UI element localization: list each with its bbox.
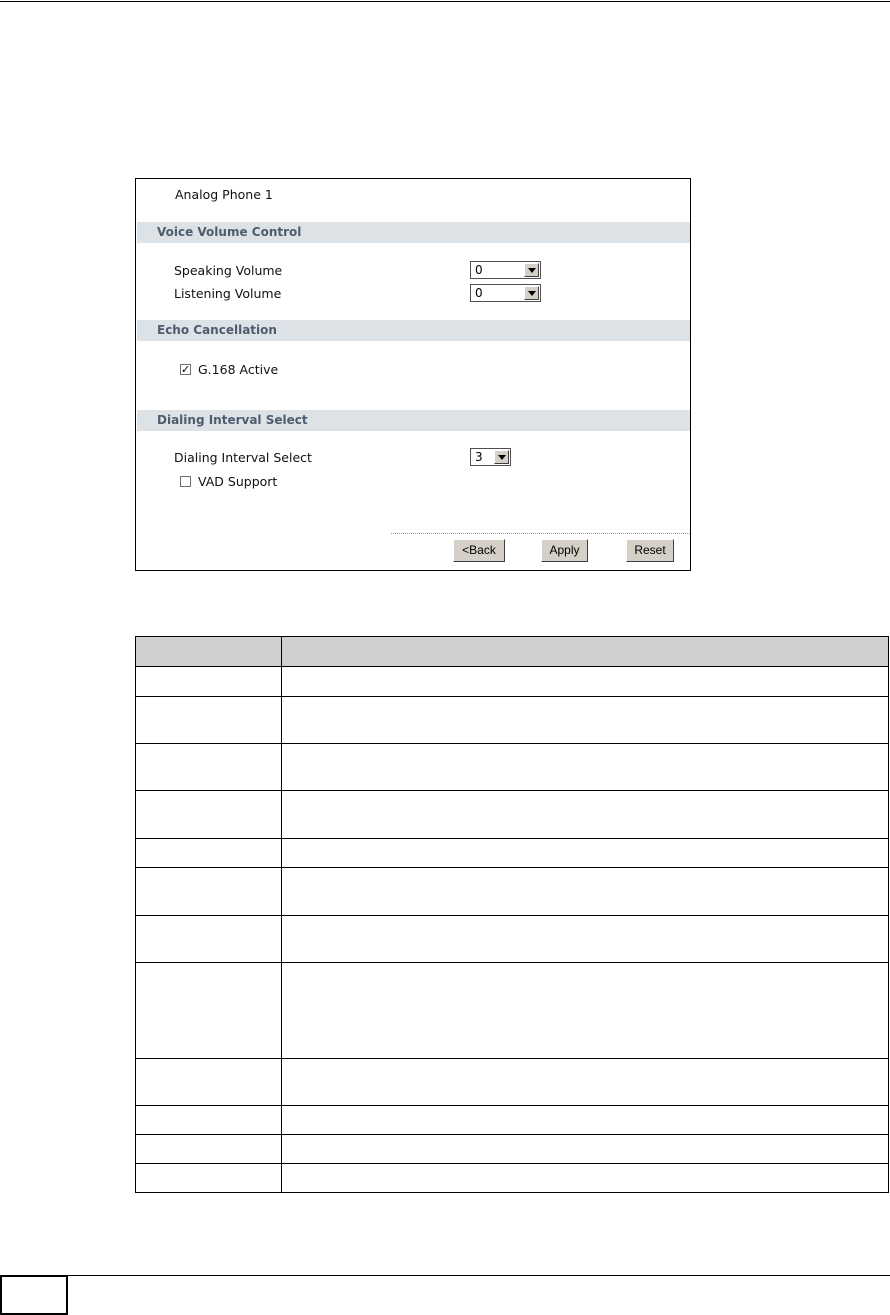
- footer-rule: [0, 1275, 890, 1276]
- table-header-row: [136, 637, 889, 667]
- table-row: [136, 1164, 889, 1193]
- button-divider: [391, 533, 690, 534]
- table-row: [136, 839, 889, 868]
- dialing-interval-select[interactable]: [470, 448, 511, 466]
- listening-volume-label: Listening Volume: [174, 286, 282, 301]
- select-value: 0: [475, 263, 483, 277]
- checkmark-icon: ✓: [181, 363, 191, 376]
- section-title: Echo Cancellation: [157, 323, 277, 337]
- table-row: [136, 791, 889, 839]
- top-rule: [0, 1, 890, 2]
- section-title: Voice Volume Control: [157, 225, 302, 239]
- speaking-volume-select[interactable]: [470, 261, 541, 279]
- reset-button[interactable]: Reset: [626, 539, 674, 562]
- table-row: [136, 1059, 889, 1106]
- apply-button[interactable]: Apply: [541, 539, 588, 562]
- speaking-volume-label: Speaking Volume: [174, 263, 283, 278]
- table-header-cell: [282, 637, 889, 667]
- table-row: [136, 916, 889, 963]
- section-header-echo-cancellation: [137, 320, 690, 341]
- table-row: [136, 744, 889, 791]
- table-row: [136, 1106, 889, 1135]
- dialing-interval-label: Dialing Interval Select: [174, 450, 312, 465]
- chevron-down-icon[interactable]: [524, 263, 539, 277]
- table-row: [136, 963, 889, 1059]
- table-row: [136, 667, 889, 697]
- section-title: Dialing Interval Select: [157, 413, 308, 427]
- vad-support-label: VAD Support: [198, 474, 278, 489]
- g168-active-checkbox[interactable]: [180, 364, 191, 375]
- page-title: Analog Phone 1: [175, 187, 273, 202]
- section-header-voice-volume: [137, 222, 690, 243]
- listening-volume-select[interactable]: [470, 284, 541, 302]
- back-button[interactable]: <Back: [453, 539, 505, 562]
- section-header-dialing-interval: [137, 410, 690, 431]
- analog-phone-settings-panel: [135, 178, 691, 571]
- description-table: [135, 636, 889, 1193]
- page-number-box: [0, 1275, 68, 1315]
- table-row: [136, 697, 889, 744]
- table-row: [136, 1135, 889, 1164]
- select-value: 0: [475, 286, 483, 300]
- vad-support-checkbox[interactable]: [180, 476, 191, 487]
- g168-active-label: G.168 Active: [198, 362, 279, 377]
- chevron-down-icon[interactable]: [494, 450, 509, 464]
- table-header-cell: [136, 637, 282, 667]
- chevron-down-icon[interactable]: [524, 286, 539, 300]
- table-row: [136, 868, 889, 916]
- select-value: 3: [475, 450, 483, 464]
